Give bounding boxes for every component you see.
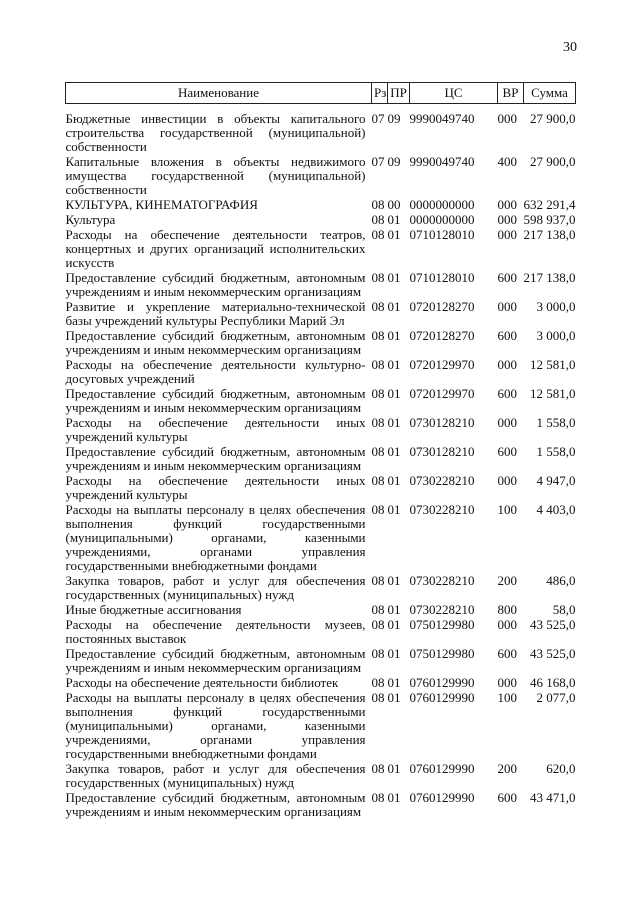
row-name: Предоставление субсидий бюджетным, автономным учреждениям и иным некоммерческим организациям: [65, 646, 366, 675]
row-rz: 08: [371, 473, 385, 488]
row-pr: 01: [387, 328, 401, 343]
row-sum: 598 937,0: [523, 212, 576, 227]
row-vr: 000: [497, 197, 517, 212]
row-pr: 01: [387, 415, 401, 430]
row-rz: 07: [371, 111, 385, 126]
table-row: [66, 647, 576, 676]
table-header-row: [66, 83, 576, 104]
row-sum: 43 525,0: [530, 646, 576, 661]
row-name: Расходы на обеспечение деятельности культурно-досуговых учреждений: [65, 357, 366, 386]
table-row: [66, 198, 576, 213]
row-name: КУЛЬТУРА, КИНЕМАТОГРАФИЯ: [65, 197, 258, 212]
row-cs: 0730228210: [409, 602, 475, 617]
row-rz: 07: [371, 154, 385, 169]
table-row: [66, 791, 576, 820]
table-row: [66, 676, 576, 691]
row-rz: 08: [371, 790, 385, 805]
row-name: Развитие и укрепление материально-технической базы учреждений культуры Республики Марий Эл: [65, 299, 366, 328]
row-vr: 600: [497, 444, 517, 459]
table-row: [66, 603, 576, 618]
row-name: Капитальные вложения в объекты недвижимого имущества государственной (муниципальной) собственности: [65, 154, 366, 197]
row-vr: 000: [497, 357, 517, 372]
row-rz: 08: [371, 270, 385, 285]
row-vr: 000: [497, 415, 517, 430]
row-sum: 486,0: [546, 573, 576, 588]
page-number: 30: [563, 40, 577, 55]
row-rz: 08: [371, 357, 385, 372]
table-row: [66, 155, 576, 198]
row-vr: 600: [497, 270, 517, 285]
row-cs: 0730128210: [409, 444, 475, 459]
row-sum: 58,0: [552, 602, 576, 617]
row-name: Закупка товаров, работ и услуг для обеспечения государственных (муниципальных) нужд: [65, 761, 366, 790]
row-pr: 01: [387, 270, 401, 285]
row-cs: 0730228210: [409, 473, 475, 488]
row-pr: 01: [387, 646, 401, 661]
header-name: Наименование: [66, 83, 372, 104]
row-rz: 08: [371, 675, 385, 690]
row-cs: 0710128010: [409, 227, 475, 242]
table-row: [66, 691, 576, 762]
table-row: [66, 618, 576, 647]
row-pr: 09: [387, 111, 401, 126]
row-cs: 0760129990: [409, 675, 475, 690]
row-cs: 0000000000: [409, 197, 475, 212]
row-sum: 46 168,0: [530, 675, 576, 690]
row-name: Предоставление субсидий бюджетным, автономным учреждениям и иным некоммерческим организациям: [65, 790, 366, 819]
row-name: Бюджетные инвестиции в объекты капитального строительства государственной (муниципальной) собственности: [65, 111, 366, 154]
row-pr: 01: [387, 227, 401, 242]
row-cs: 0720129970: [409, 357, 475, 372]
row-name: Расходы на обеспечение деятельности иных учреждений культуры: [65, 415, 366, 444]
table-row: [66, 329, 576, 358]
row-pr: 01: [387, 473, 401, 488]
row-pr: 01: [387, 502, 401, 517]
row-rz: 08: [371, 197, 385, 212]
row-pr: 01: [387, 212, 401, 227]
row-pr: 01: [387, 573, 401, 588]
row-rz: 08: [371, 573, 385, 588]
row-rz: 08: [371, 386, 385, 401]
row-rz: 08: [371, 212, 385, 227]
table-body: [66, 104, 576, 821]
row-rz: 08: [371, 646, 385, 661]
table-row: [66, 271, 576, 300]
row-sum: 4 403,0: [536, 502, 576, 517]
row-sum: 1 558,0: [536, 444, 576, 459]
row-vr: 000: [497, 675, 517, 690]
row-sum: 12 581,0: [530, 386, 576, 401]
row-vr: 100: [497, 690, 517, 705]
row-pr: 00: [387, 197, 401, 212]
row-name: Предоставление субсидий бюджетным, автономным учреждениям и иным некоммерческим организациям: [65, 270, 366, 299]
table-row: [66, 387, 576, 416]
row-rz: 08: [371, 602, 385, 617]
row-sum: 27 900,0: [530, 111, 576, 126]
row-cs: 0760129990: [409, 761, 475, 776]
row-rz: 08: [371, 299, 385, 314]
row-pr: 01: [387, 617, 401, 632]
row-pr: 01: [387, 299, 401, 314]
row-rz: 08: [371, 444, 385, 459]
row-cs: 9990049740: [409, 111, 475, 126]
header-sum: Сумма: [524, 83, 576, 104]
row-cs: 0760129990: [409, 690, 475, 705]
header-pr: ПР: [388, 83, 410, 104]
row-sum: 43 471,0: [530, 790, 576, 805]
row-vr: 000: [497, 212, 517, 227]
table-row: [66, 416, 576, 445]
row-name: Расходы на обеспечение деятельности музеев, постоянных выставок: [65, 617, 366, 646]
row-cs: 0760129990: [409, 790, 475, 805]
row-cs: 0720128270: [409, 328, 475, 343]
row-name: Расходы на выплаты персоналу в целях обеспечения выполнения функций государственными (муниципальными) органами, казенными учреждениями, органами управления государственными внебюджетными фондами: [65, 690, 366, 761]
row-sum: 12 581,0: [530, 357, 576, 372]
row-cs: 0750129980: [409, 646, 475, 661]
row-cs: 0720129970: [409, 386, 475, 401]
row-name: Расходы на обеспечение деятельности иных учреждений культуры: [65, 473, 366, 502]
row-vr: 600: [497, 646, 517, 661]
row-vr: 600: [497, 386, 517, 401]
row-vr: 100: [497, 502, 517, 517]
row-name: Предоставление субсидий бюджетным, автономным учреждениям и иным некоммерческим организациям: [65, 328, 366, 357]
row-name: Культура: [65, 212, 116, 227]
table-row: [66, 503, 576, 574]
table-row: [66, 213, 576, 228]
row-sum: 632 291,4: [523, 197, 576, 212]
row-name: Расходы на выплаты персоналу в целях обеспечения выполнения функций государственными (муниципальными) органами, казенными учреждениями, органами управления государственными внебюджетными фондами: [65, 502, 366, 573]
row-pr: 01: [387, 357, 401, 372]
row-pr: 01: [387, 790, 401, 805]
row-vr: 800: [497, 602, 517, 617]
table-row: [66, 104, 576, 156]
row-sum: 27 900,0: [530, 154, 576, 169]
row-name: Расходы на обеспечение деятельности театров, концертных и других организаций исполнительских искусств: [65, 227, 366, 270]
row-name: Расходы на обеспечение деятельности библиотек: [65, 675, 339, 690]
table-row: [66, 574, 576, 603]
row-vr: 000: [497, 299, 517, 314]
row-sum: 43 525,0: [530, 617, 576, 632]
row-cs: 0730128210: [409, 415, 475, 430]
row-cs: 0720128270: [409, 299, 475, 314]
row-rz: 08: [371, 328, 385, 343]
row-vr: 200: [497, 761, 517, 776]
row-vr: 600: [497, 790, 517, 805]
row-sum: 620,0: [546, 761, 576, 776]
row-vr: 000: [497, 111, 517, 126]
row-pr: 01: [387, 386, 401, 401]
row-rz: 08: [371, 415, 385, 430]
row-vr: 000: [497, 473, 517, 488]
row-sum: 4 947,0: [536, 473, 576, 488]
row-name: Предоставление субсидий бюджетным, автономным учреждениям и иным некоммерческим организациям: [65, 444, 366, 473]
row-cs: 0730228210: [409, 573, 475, 588]
table-row: [66, 445, 576, 474]
table-row: [66, 762, 576, 791]
row-sum: 217 138,0: [523, 227, 576, 242]
table-row: [66, 228, 576, 271]
row-rz: 08: [371, 227, 385, 242]
row-sum: 1 558,0: [536, 415, 576, 430]
row-cs: 9990049740: [409, 154, 475, 169]
header-cs: ЦС: [410, 83, 498, 104]
row-cs: 0730228210: [409, 502, 475, 517]
row-vr: 400: [497, 154, 517, 169]
row-vr: 200: [497, 573, 517, 588]
row-sum: 3 000,0: [536, 299, 576, 314]
table-row: [66, 474, 576, 503]
row-pr: 01: [387, 675, 401, 690]
row-sum: 217 138,0: [523, 270, 576, 285]
row-pr: 01: [387, 444, 401, 459]
row-rz: 08: [371, 617, 385, 632]
row-rz: 08: [371, 502, 385, 517]
row-pr: 01: [387, 761, 401, 776]
row-name: Закупка товаров, работ и услуг для обеспечения государственных (муниципальных) нужд: [65, 573, 366, 602]
row-cs: 0750129980: [409, 617, 475, 632]
row-pr: 01: [387, 602, 401, 617]
header-vr: ВР: [498, 83, 524, 104]
row-vr: 000: [497, 227, 517, 242]
row-pr: 09: [387, 154, 401, 169]
row-cs: 0000000000: [409, 212, 475, 227]
budget-table: [65, 82, 576, 820]
row-rz: 08: [371, 690, 385, 705]
row-rz: 08: [371, 761, 385, 776]
header-rz: Рз: [372, 83, 388, 104]
table-row: [66, 300, 576, 329]
row-name: Иные бюджетные ассигнования: [65, 602, 242, 617]
row-vr: 600: [497, 328, 517, 343]
row-sum: 2 077,0: [536, 690, 576, 705]
row-cs: 0710128010: [409, 270, 475, 285]
row-sum: 3 000,0: [536, 328, 576, 343]
row-pr: 01: [387, 690, 401, 705]
row-vr: 000: [497, 617, 517, 632]
row-name: Предоставление субсидий бюджетным, автономным учреждениям и иным некоммерческим организациям: [65, 386, 366, 415]
table-row: [66, 358, 576, 387]
